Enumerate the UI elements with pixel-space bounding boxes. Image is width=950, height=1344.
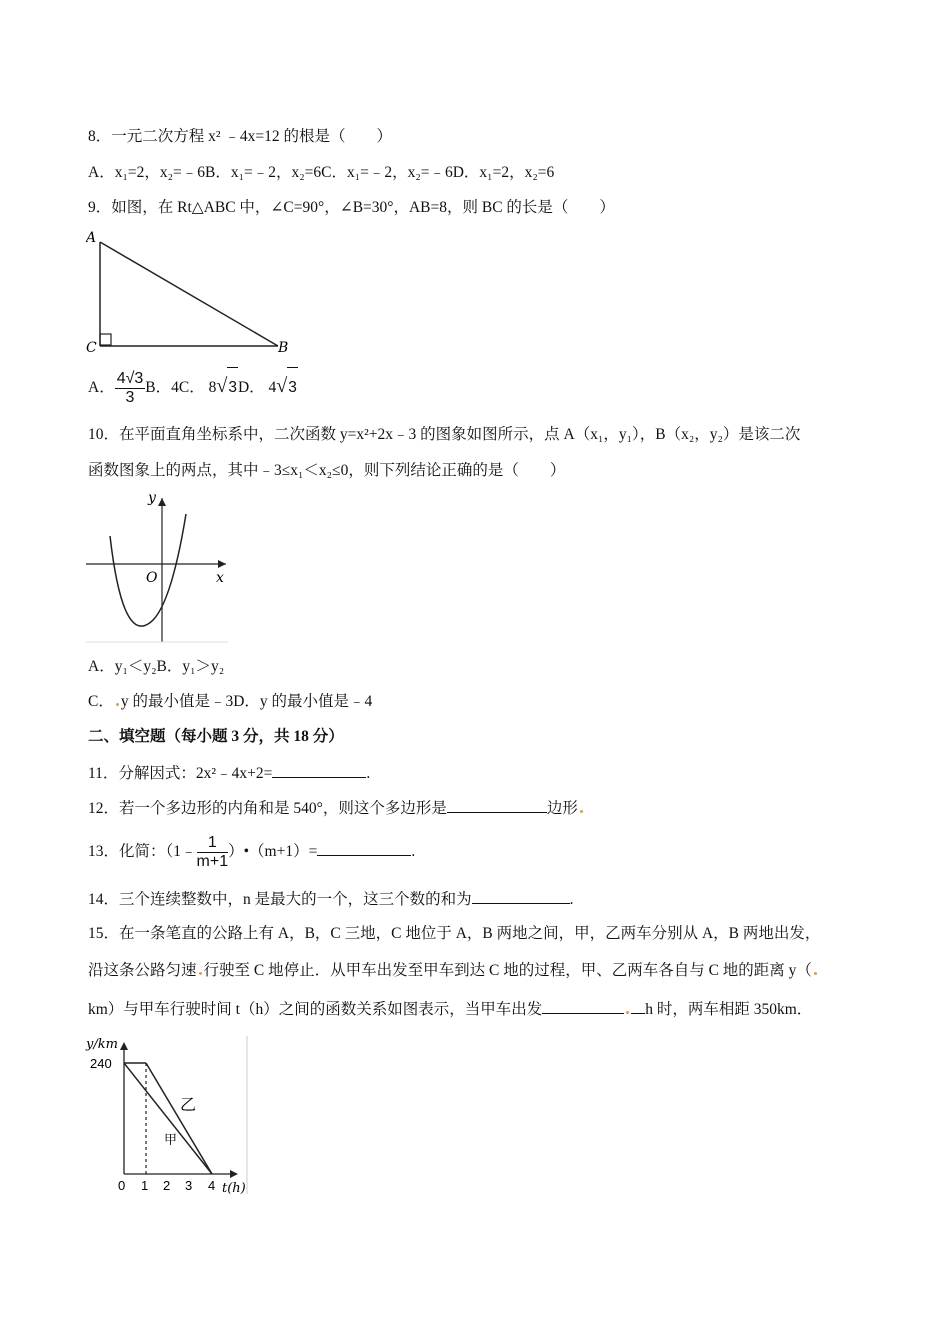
svg-text:0: 0 <box>118 1178 126 1193</box>
svg-text:y: y <box>148 492 156 506</box>
q10-options-1: A．y₁＜y₂B．y₁＞y₂ <box>88 658 225 675</box>
q10-stem-line2: 函数图象上的两点，其中﹣3≤x₁＜x₂≤0，则下列结论正确的是（ ） <box>88 462 566 479</box>
line-yi <box>146 1063 212 1174</box>
q11: 11．分解因式：2x²﹣4x+2= . <box>88 762 370 784</box>
svg-text:2: 2 <box>163 1178 171 1193</box>
label-c: C <box>86 340 97 356</box>
svg-text:乙: 乙 <box>180 1095 197 1114</box>
q10-options-2: C． y 的最小值是﹣3D．y 的最小值是﹣4 <box>88 693 373 710</box>
q15-line1: 15．在一条笔直的公路上有 A，B，C 三地，C 地位于 A，B 两地之间，甲，乙两车分别从 A，B 两地出发， <box>88 925 821 942</box>
q8-options: A．x₁=2，x₂=﹣6B．x₁=﹣2，x₂=6C．x₁=﹣2，x₂=﹣6D．x₁=2，x₂=6 <box>88 164 555 181</box>
svg-text:1: 1 <box>141 1178 149 1193</box>
q9-option-a-fraction: $\frac{4√3}{3}$ <box>116 369 144 406</box>
q12: 12．若一个多边形的内角和是 540°，则这个多边形是 边形 <box>88 797 585 819</box>
svg-text:x: x <box>216 570 224 586</box>
svg-text:t(h): t(h) <box>222 1181 246 1196</box>
q13: 13．化简：（1﹣ $\frac{1}{m+1}$ ）•（m+1）= . <box>88 833 416 870</box>
q10-stem-line1: 10．在平面直角坐标系中，二次函数 y=x²+2x﹣3 的图象如图所示，点 A（x₁，y₁），B（x₂，y₂）是该二次 <box>88 426 801 443</box>
q15-line3: km）与甲车行驶时间 t（h）之间的函数关系如图表示，当甲车出发 h 时，两车相距 350km． <box>88 998 812 1020</box>
q9-stem: 9．如图，在 Rt△ABC 中，∠C=90°，∠B=30°，AB=8，则 BC 的长是（ ） <box>88 199 615 216</box>
q15-distance-time-graph <box>84 1036 250 1196</box>
svg-text:4: 4 <box>208 1178 216 1193</box>
label-b: B <box>278 340 289 356</box>
svg-text:甲: 甲 <box>164 1133 178 1148</box>
q14: 14．三个连续整数中，n 是最大的一个，这三个数的和为 . <box>88 888 574 910</box>
svg-text:O: O <box>146 570 158 586</box>
section2-heading: 二、填空题（每小题 3 分，共 18 分） <box>88 728 344 745</box>
q15-line2: 沿这条公路匀速 行驶至 C 地停止．从甲车出发至甲车到达 C 地的过程，甲、乙两车各自与 C 地的距离 y（ <box>88 961 819 981</box>
q8-stem: 8．一元二次方程 x² ﹣4x=12 的根是（ ） <box>88 128 393 145</box>
svg-text:3: 3 <box>185 1178 193 1193</box>
label-a: A <box>86 230 97 246</box>
q9-options: A． $\frac{4√3}{3}$ B．4C． 8√3D． 4√3 <box>88 366 298 408</box>
svg-text:240: 240 <box>90 1056 112 1071</box>
q9-triangle-figure <box>86 228 296 356</box>
q10-parabola-figure <box>86 492 236 644</box>
q13-fraction: $\frac{1}{m+1}$ <box>196 833 229 870</box>
line-jia <box>124 1063 212 1174</box>
svg-text:y/km: y/km <box>86 1037 118 1052</box>
